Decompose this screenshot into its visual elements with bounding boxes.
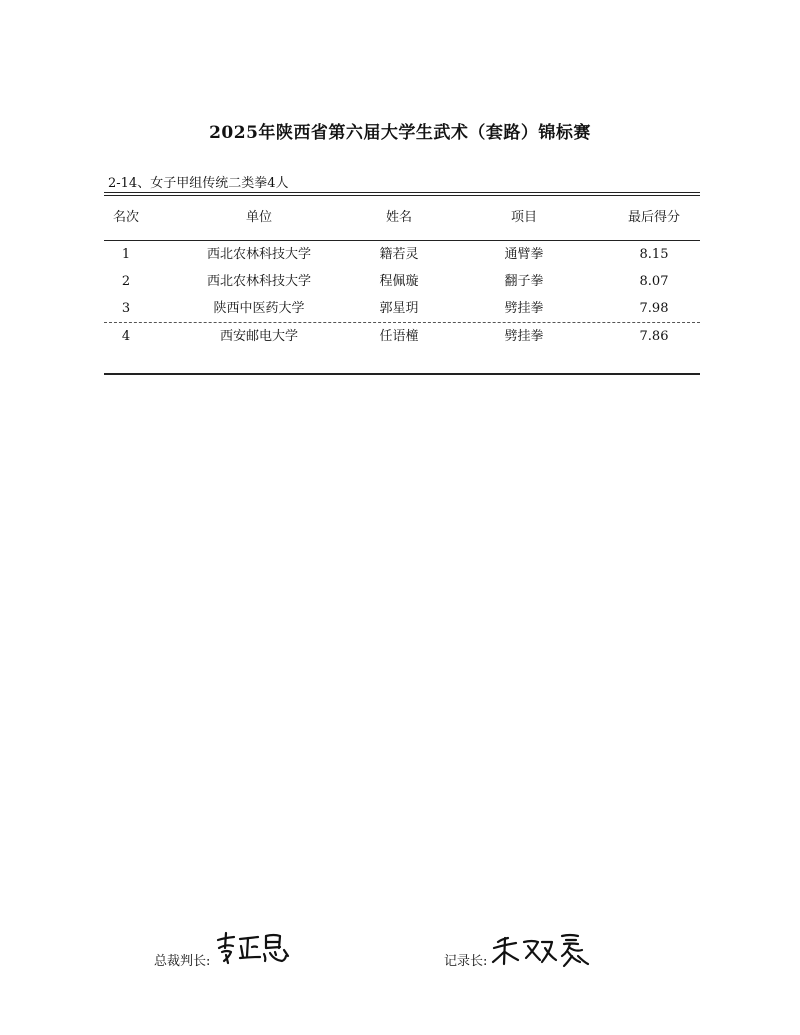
row-rank: 4 (121, 329, 131, 344)
row-score: 8.07 (639, 274, 669, 289)
page-title: 2025年陕西省第六届大学生武术（套路）锦标赛 (209, 123, 591, 143)
row-rank: 2 (121, 274, 131, 289)
table-bottom-rule (104, 373, 700, 375)
row-unit: 西北农林科技大学 (206, 274, 311, 289)
chief-referee-label: 总裁判长: (154, 954, 211, 969)
row-unit: 陕西中医药大学 (213, 301, 305, 316)
recorder-signature (490, 930, 590, 970)
event-title: 2-14、女子甲组传统二类拳4人 (108, 176, 289, 191)
header-name: 姓名 (385, 210, 412, 225)
row-item: 劈挂拳 (504, 301, 544, 316)
row-score: 8.15 (639, 247, 669, 262)
table-row (104, 243, 700, 267)
chief-referee-signature (214, 930, 294, 966)
header-rank: 名次 (112, 210, 139, 225)
row-name: 任语橦 (379, 329, 419, 344)
header-item: 项目 (510, 210, 537, 225)
row-item: 翻子拳 (504, 274, 544, 289)
table-row (104, 270, 700, 294)
row-score: 7.86 (639, 329, 669, 344)
row-unit: 西北农林科技大学 (206, 247, 311, 262)
table-top-rule-inner (104, 195, 700, 196)
row-name: 籍若灵 (379, 247, 419, 262)
row-name: 郭星玥 (379, 301, 419, 316)
table-row (104, 325, 700, 349)
header-score: 最后得分 (627, 210, 680, 225)
row-score: 7.98 (639, 301, 669, 316)
recorder-label: 记录长: (444, 954, 488, 969)
row-rank: 3 (121, 301, 131, 316)
table-row (104, 297, 700, 321)
table-header (104, 206, 700, 230)
table-top-rule (104, 192, 700, 193)
row-unit: 西安邮电大学 (219, 329, 298, 344)
header-unit: 单位 (245, 210, 272, 225)
row-name: 程佩璇 (379, 274, 419, 289)
row-rank: 1 (121, 247, 131, 262)
row-item: 通臂拳 (504, 247, 544, 262)
row-item: 劈挂拳 (504, 329, 544, 344)
header-rule (104, 240, 700, 241)
group-separator (104, 322, 700, 323)
